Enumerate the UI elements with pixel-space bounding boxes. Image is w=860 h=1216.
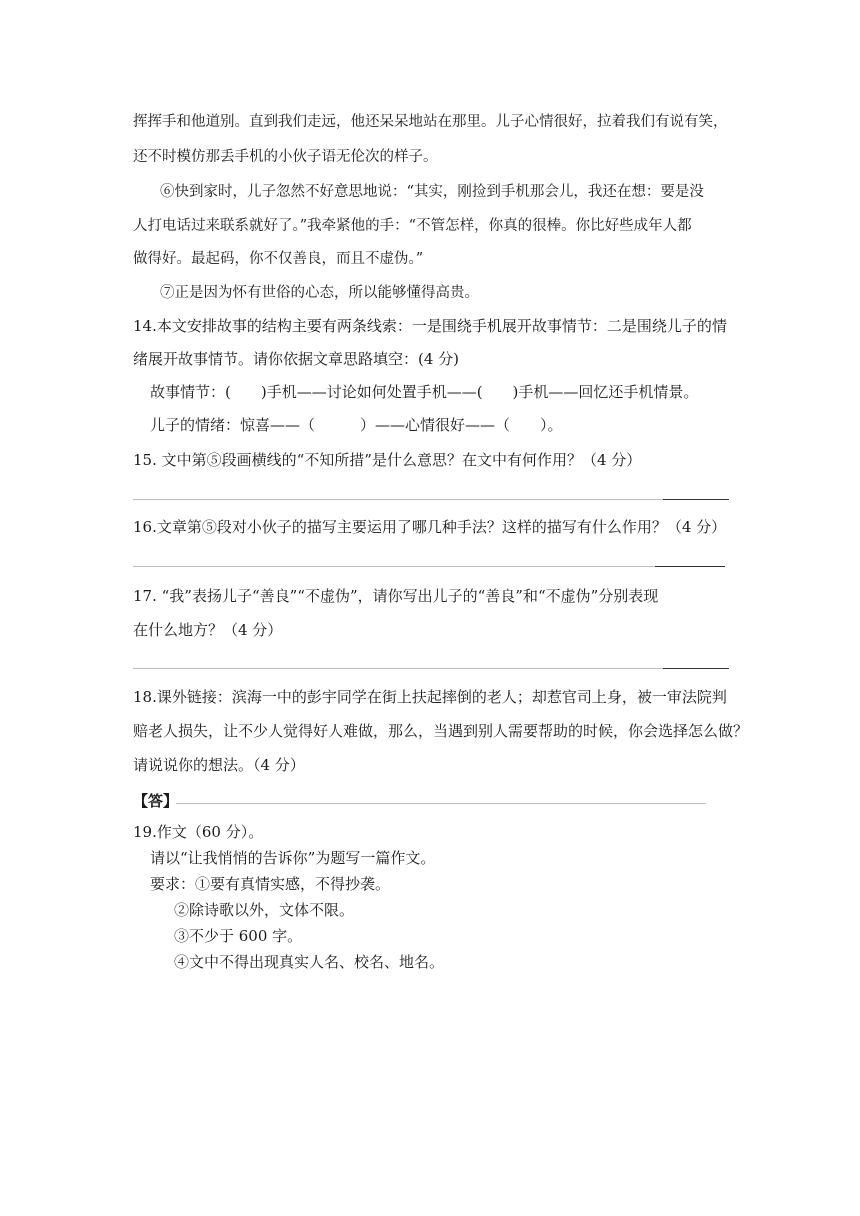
essay-requirement: ③不少于 600 字。 [174,927,303,945]
question-15: 15. 文中第⑤段画横线的“不知所措”是什么意思？在文中有何作用？（4 分） [133,451,642,469]
question-14-emotion-blank: 儿子的情绪：惊喜——（ ）——心情很好——（ ）。 [150,416,563,434]
passage-paragraph-6: ⑥快到家时，儿子忽然不好意思地说：“其实，刚捡到手机那会儿，我还在想：要是没 [160,184,704,200]
question-16: 16.文章第⑤段对小伙子的描写主要运用了哪几种手法？这样的描写有什么作用？（4 分） [133,518,727,536]
answer-line[interactable] [176,803,706,804]
question-18: 18.课外链接：滨海一中的彭宇同学在街上扶起摔倒的老人；却惹官司上身，被一审法院判 [133,688,727,706]
answer-line[interactable] [133,566,655,567]
answer-line-end [663,668,729,669]
passage-line: 做得好。最起码，你不仅善良，而且不虚伪。” [133,251,424,267]
question-14-plot-blank: 故事情节：( )手机——讨论如何处置手机——( )手机——回忆还手机情景。 [150,383,699,401]
question-17: 17. “我”表扬儿子“善良”“不虚伪”，请你写出儿子的“善良”和“不虚伪”分别表现 [133,587,659,605]
question-18-line3: 请说说你的想法。（4 分） [133,756,305,774]
passage-paragraph-7: ⑦正是因为怀有世俗的心态，所以能够懂得高贵。 [160,285,479,301]
answer-line[interactable] [133,499,663,500]
answer-line-end [655,566,725,567]
question-17-line2: 在什么地方？（4 分） [133,621,283,639]
passage-line: 人打电话过来联系就好了。”我牵紧他的手：“不管怎样，你真的很棒。你比好些成年人都 [133,218,692,234]
answer-line-end [663,499,729,500]
question-14: 14.本文安排故事的结构主要有两条线索：一是围绕手机展开故事情节：二是围绕儿子的情 [133,317,727,335]
answer-line[interactable] [133,668,663,669]
question-18-line2: 赔老人损失，让不少人觉得好人难做，那么，当遇到别人需要帮助的时候，你会选择怎么做？ [133,722,749,740]
passage-line: 挥挥手和他道别。直到我们走远，他还呆呆地站在那里。儿子心情很好，拉着我们有说有笑， [133,114,728,130]
essay-requirement: ④文中不得出现真实人名、校名、地名。 [174,953,445,971]
passage-line: 还不时模仿那丢手机的小伙子语无伦次的样子。 [133,149,438,165]
essay-prompt: 请以“让我悄悄的告诉你”为题写一篇作文。 [150,849,436,867]
question-14-line2: 绪展开故事情节。请你依据文章思路填空：(4 分) [133,350,460,368]
essay-requirement: ②除诗歌以外，文体不限。 [174,901,355,919]
question-19-title: 19.作文（60 分）。 [133,823,264,841]
essay-requirement: 要求：①要有真情实感，不得抄袭。 [150,875,391,893]
answer-label: 【答】 [133,792,179,810]
